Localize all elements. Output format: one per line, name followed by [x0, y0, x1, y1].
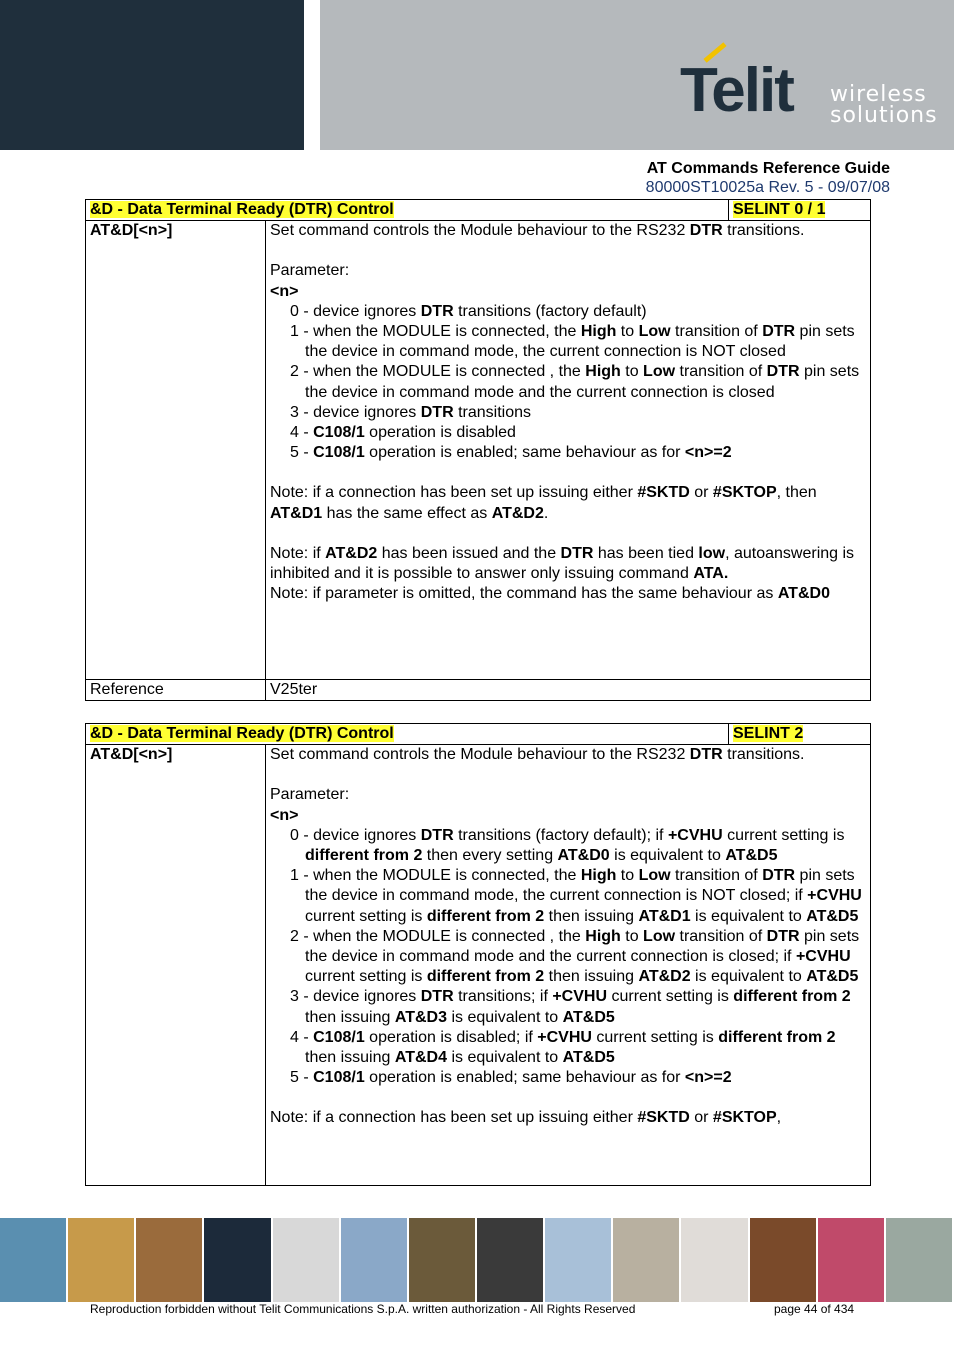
reference-label: Reference [86, 680, 266, 701]
guide-title: AT Commands Reference Guide [646, 160, 890, 177]
strip-photo [818, 1218, 884, 1302]
header-banner-dark [0, 0, 304, 150]
table-title-cell [86, 724, 729, 745]
strip-photo [136, 1218, 202, 1302]
footer-image-strip [0, 1218, 954, 1302]
strip-photo [341, 1218, 407, 1302]
logo-tagline: wireless solutions [830, 82, 938, 128]
strip-photo [681, 1218, 747, 1302]
strip-photo [0, 1218, 66, 1302]
strip-photo [204, 1218, 270, 1302]
command-description: Set command controls the Module behaviour to the RS232 DTR transitions. Parameter: <n> 0 - device ignores DTR transitions (factory default) 1 - when the MODULE is connected, the High to Low transition of DTR pin sets the device in command mode, the current connection is NOT closed 2 - when the MODULE is connected , the High to Low transition of DTR pin sets the device in command mode and the current connection is closed 3 - device ignores DTR transitions 4 - C108/1 operation is disabled 5 - C108/1 operation is enabled; same behaviour as for <n>=2 Note: if a connection has been set up issuing either #SKTD or #SKTOP, then AT&D1 has the same effect as AT&D2. Note: if AT&D2 has been issued and the DTR has been tied low, autoanswering is inhibited and it is possible to answer only issuing command ATA. Note: if parameter is omitted, the command has the same behaviour as AT&D0 [266, 221, 871, 680]
table-title: &D - Data Terminal Ready (DTR) Control [90, 725, 394, 742]
command-syntax: AT&D[<n>] [86, 221, 266, 680]
command-description: Set command controls the Module behaviour to the RS232 DTR transitions. Parameter: <n> 0 - device ignores DTR transitions (factory default); if +CVHU current setting is different from 2 then every setting AT&D0 is equivalent to AT&D5 1 - when the MODULE is connected, the High to Low transition of DTR pin sets the device in command mode, the current connection is NOT closed; if +CVHU current setting is different from 2 then issuing AT&D1 is equivalent to AT&D5 2 - when the MODULE is connected , the High to Low transition of DTR pin sets the device in command mode and the current connection is closed; if +CVHU current setting is different from 2 then issuing AT&D2 is equivalent to AT&D5 3 - device ignores DTR transitions; if +CVHU current setting is different from 2 then issuing AT&D3 is equivalent to AT&D5 4 - C108/1 operation is disabled; if +CVHU current setting is different from 2 then issuing AT&D4 is equivalent to AT&D5 5 - C108/1 operation is enabled; same behaviour as for <n>=2 Note: if a connection has been set up issuing either #SKTD or #SKTOP, [266, 745, 871, 1186]
reference-value: V25ter [266, 680, 871, 701]
doc-revision: 80000ST10025a Rev. 5 - 09/07/08 [645, 179, 890, 196]
page-number: page 44 of 434 [774, 1302, 855, 1316]
strip-photo [68, 1218, 134, 1302]
selint-cell [729, 200, 871, 221]
command-table-selint01 [85, 199, 871, 701]
document-title [646, 159, 890, 197]
copyright-notice: Reproduction forbidden without Telit Communications S.p.A. written authorization - All Rights Reserved [90, 1302, 636, 1316]
selint-cell [729, 724, 871, 745]
table-title: &D - Data Terminal Ready (DTR) Control [90, 201, 394, 218]
strip-photo [750, 1218, 816, 1302]
strip-photo [477, 1218, 543, 1302]
strip-photo [613, 1218, 679, 1302]
strip-photo [273, 1218, 339, 1302]
table-title-cell [86, 200, 729, 221]
strip-photo [409, 1218, 475, 1302]
strip-photo [886, 1218, 952, 1302]
telit-logo [680, 50, 940, 130]
strip-photo [545, 1218, 611, 1302]
command-syntax: AT&D[<n>] [86, 745, 266, 1186]
selint-badge: SELINT 2 [733, 725, 804, 742]
selint-badge: SELINT 0 / 1 [733, 201, 826, 218]
logo-wordmark: Telit [680, 56, 793, 125]
command-table-selint2 [85, 723, 871, 1186]
